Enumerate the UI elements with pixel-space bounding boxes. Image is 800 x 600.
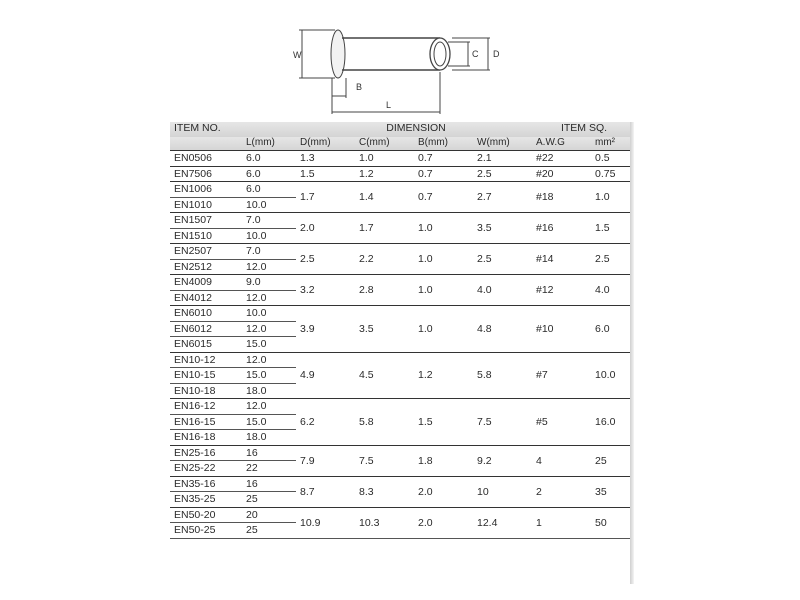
length-cell: 25	[242, 492, 296, 508]
d-cell: 4.9	[296, 352, 355, 399]
b-cell: 2.0	[414, 507, 473, 538]
label-w: W	[293, 50, 302, 60]
d-cell: 2.5	[296, 244, 355, 275]
item-no-cell: EN16-18	[170, 430, 242, 446]
d-cell: 3.2	[296, 275, 355, 306]
item-no-cell: EN25-16	[170, 445, 242, 461]
d-cell: 3.9	[296, 306, 355, 353]
item-no-cell: EN6010	[170, 306, 242, 322]
mm2-cell: 0.75	[591, 166, 632, 182]
length-cell: 12.0	[242, 399, 296, 415]
w-cell: 2.5	[473, 244, 532, 275]
mm2-cell: 10.0	[591, 352, 632, 399]
length-cell: 12.0	[242, 352, 296, 368]
mm2-cell: 0.5	[591, 151, 632, 167]
d-cell: 2.0	[296, 213, 355, 244]
header-d-mm: D(mm)	[300, 137, 331, 148]
d-cell: 7.9	[296, 445, 355, 476]
label-d: D	[493, 49, 500, 59]
mm2-cell: 25	[591, 445, 632, 476]
d-cell: 1.3	[296, 151, 355, 167]
awg-cell: #7	[532, 352, 591, 399]
item-no-cell: EN2512	[170, 259, 242, 275]
length-cell: 6.0	[242, 151, 296, 167]
b-cell: 1.5	[414, 399, 473, 446]
mm2-cell: 16.0	[591, 399, 632, 446]
ferrule-diagram	[290, 18, 510, 118]
length-cell: 15.0	[242, 414, 296, 430]
item-no-cell: EN1507	[170, 213, 242, 229]
length-cell: 25	[242, 523, 296, 539]
item-no-cell: EN16-15	[170, 414, 242, 430]
awg-cell: #5	[532, 399, 591, 446]
w-cell: 4.8	[473, 306, 532, 353]
length-cell: 6.0	[242, 182, 296, 198]
b-cell: 0.7	[414, 182, 473, 213]
length-cell: 10.0	[242, 228, 296, 244]
length-cell: 15.0	[242, 368, 296, 384]
length-cell: 12.0	[242, 321, 296, 337]
header-row-sub	[170, 137, 632, 151]
label-b: B	[356, 82, 363, 92]
w-cell: 2.5	[473, 166, 532, 182]
b-cell: 1.0	[414, 275, 473, 306]
length-cell: 10.0	[242, 306, 296, 322]
item-no-cell: EN35-25	[170, 492, 242, 508]
item-no-cell: EN50-20	[170, 507, 242, 523]
length-cell: 12.0	[242, 290, 296, 306]
mm2-cell: 35	[591, 476, 632, 507]
w-cell: 5.8	[473, 352, 532, 399]
awg-cell: #14	[532, 244, 591, 275]
length-cell: 12.0	[242, 259, 296, 275]
c-cell: 1.7	[355, 213, 414, 244]
c-cell: 3.5	[355, 306, 414, 353]
item-no-cell: EN6012	[170, 321, 242, 337]
c-cell: 5.8	[355, 399, 414, 446]
item-no-cell: EN50-25	[170, 523, 242, 539]
length-cell: 18.0	[242, 383, 296, 399]
awg-cell: #18	[532, 182, 591, 213]
mm2-cell: 6.0	[591, 306, 632, 353]
item-no-cell: EN1006	[170, 182, 242, 198]
page-edge-shadow	[630, 122, 634, 584]
header-l-mm: L(mm)	[246, 137, 275, 148]
w-cell: 9.2	[473, 445, 532, 476]
b-cell: 0.7	[414, 166, 473, 182]
item-no-cell: EN1010	[170, 197, 242, 213]
awg-cell: 1	[532, 507, 591, 538]
d-cell: 10.9	[296, 507, 355, 538]
header-w-mm: W(mm)	[477, 137, 510, 148]
awg-cell: 2	[532, 476, 591, 507]
c-cell: 8.3	[355, 476, 414, 507]
w-cell: 2.1	[473, 151, 532, 167]
item-no-cell: EN16-12	[170, 399, 242, 415]
table-row	[170, 507, 632, 523]
item-no-cell: EN10-15	[170, 368, 242, 384]
mm2-cell: 2.5	[591, 244, 632, 275]
awg-cell: #22	[532, 151, 591, 167]
c-cell: 4.5	[355, 352, 414, 399]
spec-table-body	[170, 151, 632, 539]
d-cell: 1.7	[296, 182, 355, 213]
table-row	[170, 476, 632, 492]
b-cell: 1.8	[414, 445, 473, 476]
table-row	[170, 151, 632, 167]
c-cell: 1.2	[355, 166, 414, 182]
c-cell: 7.5	[355, 445, 414, 476]
length-cell: 20	[242, 507, 296, 523]
awg-cell: 4	[532, 445, 591, 476]
mm2-cell: 1.0	[591, 182, 632, 213]
table-row	[170, 213, 632, 229]
item-no-cell: EN0506	[170, 151, 242, 167]
length-cell: 16	[242, 476, 296, 492]
c-cell: 2.2	[355, 244, 414, 275]
length-cell: 15.0	[242, 337, 296, 353]
table-row	[170, 306, 632, 322]
item-no-cell: EN6015	[170, 337, 242, 353]
c-cell: 1.0	[355, 151, 414, 167]
b-cell: 1.0	[414, 244, 473, 275]
header-awg: A.W.G	[536, 137, 565, 148]
b-cell: 0.7	[414, 151, 473, 167]
awg-cell: #10	[532, 306, 591, 353]
b-cell: 1.0	[414, 306, 473, 353]
c-cell: 10.3	[355, 507, 414, 538]
length-cell: 10.0	[242, 197, 296, 213]
item-no-cell: EN1510	[170, 228, 242, 244]
c-cell: 1.4	[355, 182, 414, 213]
length-cell: 6.0	[242, 166, 296, 182]
awg-cell: #12	[532, 275, 591, 306]
header-item-no: ITEM NO.	[174, 122, 221, 134]
table-row	[170, 352, 632, 368]
header-row-top	[170, 122, 632, 137]
length-cell: 7.0	[242, 213, 296, 229]
w-cell: 2.7	[473, 182, 532, 213]
label-c: C	[472, 49, 479, 59]
b-cell: 2.0	[414, 476, 473, 507]
w-cell: 10	[473, 476, 532, 507]
length-cell: 22	[242, 461, 296, 477]
length-cell: 16	[242, 445, 296, 461]
table-row	[170, 182, 632, 198]
table-row	[170, 275, 632, 291]
item-no-cell: EN25-22	[170, 461, 242, 477]
length-cell: 7.0	[242, 244, 296, 260]
mm2-cell: 4.0	[591, 275, 632, 306]
item-no-cell: EN10-18	[170, 383, 242, 399]
item-no-cell: EN2507	[170, 244, 242, 260]
header-mm2: mm²	[595, 137, 615, 148]
table-row	[170, 166, 632, 182]
d-cell: 6.2	[296, 399, 355, 446]
length-cell: 18.0	[242, 430, 296, 446]
w-cell: 3.5	[473, 213, 532, 244]
awg-cell: #20	[532, 166, 591, 182]
d-cell: 8.7	[296, 476, 355, 507]
table-row	[170, 445, 632, 461]
item-no-cell: EN7506	[170, 166, 242, 182]
table-row	[170, 399, 632, 415]
label-l: L	[386, 100, 392, 110]
item-no-cell: EN4012	[170, 290, 242, 306]
mm2-cell: 1.5	[591, 213, 632, 244]
header-dimension: DIMENSION	[386, 122, 446, 134]
mm2-cell: 50	[591, 507, 632, 538]
item-no-cell: EN35-16	[170, 476, 242, 492]
table-row	[170, 244, 632, 260]
w-cell: 4.0	[473, 275, 532, 306]
item-no-cell: EN10-12	[170, 352, 242, 368]
b-cell: 1.0	[414, 213, 473, 244]
b-cell: 1.2	[414, 352, 473, 399]
awg-cell: #16	[532, 213, 591, 244]
item-no-cell: EN4009	[170, 275, 242, 291]
w-cell: 12.4	[473, 507, 532, 538]
c-cell: 2.8	[355, 275, 414, 306]
header-b-mm: B(mm)	[418, 137, 448, 148]
w-cell: 7.5	[473, 399, 532, 446]
header-c-mm: C(mm)	[359, 137, 390, 148]
d-cell: 1.5	[296, 166, 355, 182]
length-cell: 9.0	[242, 275, 296, 291]
ferrule-spec-table	[170, 122, 632, 539]
header-item-sq: ITEM SQ.	[560, 122, 608, 134]
